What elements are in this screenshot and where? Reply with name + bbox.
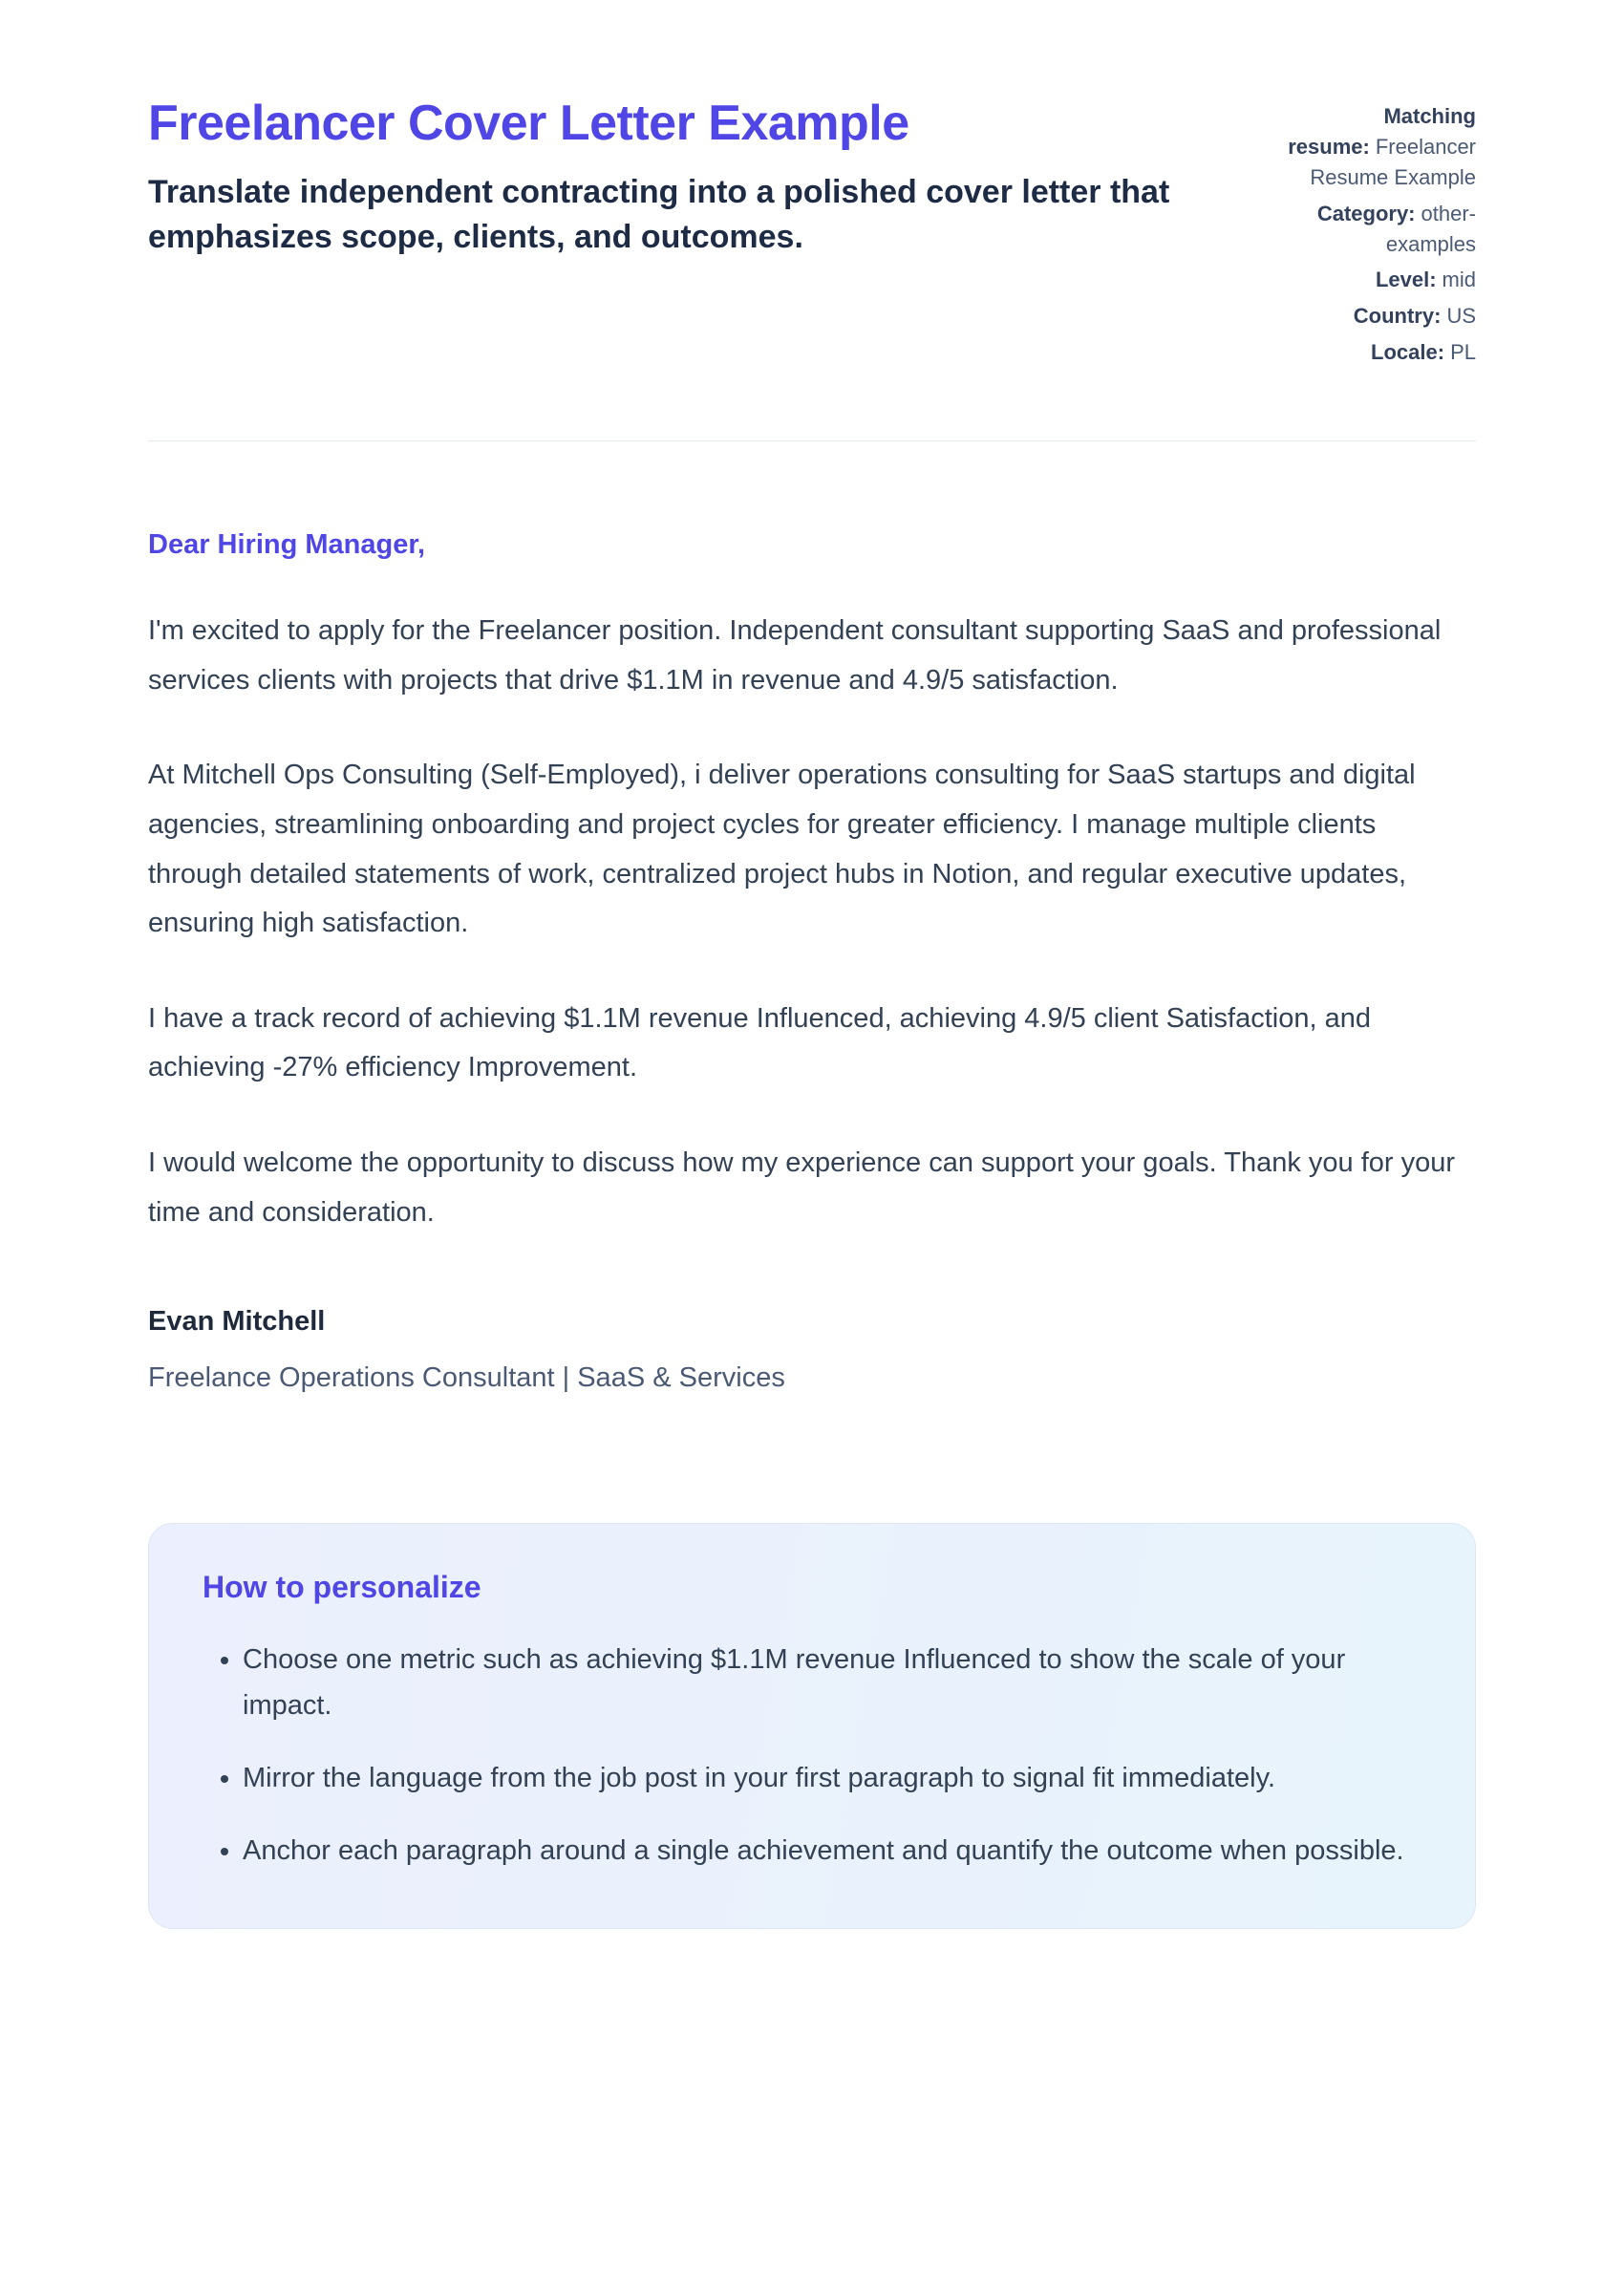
meta-item-country [1232,301,1476,332]
tip-item-1: • Choose one metric such as achieving $1.1M revenue Influenced to show the scale of your impact. [243,1638,1421,1729]
signature-name: Evan Mitchell [148,1306,326,1338]
tip-item-3: • Anchor each paragraph around a single achievement and quantify the outcome when possible. [243,1829,1421,1875]
meta-label: Matching resume: [1288,104,1476,159]
letter-paragraph-3: I have a track record of achieving $1.1M revenue Influenced, achieving 4.9/5 client Satisfaction, and achieving -27% efficiency Improvement. [148,1002,1371,1083]
how-to-personalize-card [148,1523,1476,1928]
letter-paragraph-4: I would welcome the opportunity to discuss how my experience can support your goals. Thank you for your time and consideration. [148,1147,1456,1228]
meta-label: Level: [1375,268,1437,292]
meta-value: mid [1442,268,1476,292]
cover-letter-body [148,529,1476,1394]
letter-paragraph-1: I'm excited to apply for the Freelancer position. Independent consultant supporting SaaS and professional services clients with projects that drive $1.1M in revenue and 4.9/5 satisfaction. [148,615,1442,696]
tip-item-2: • Mirror the language from the job post in your first paragraph to signal fit immediately. [243,1756,1421,1802]
salutation: Dear Hiring Manager, [148,529,426,561]
meta-value: PL [1450,340,1476,365]
page-subtitle: Translate independent contracting into a polished cover letter that emphasizes scope, clients, and outcomes. [148,173,1170,255]
meta-label: Category: [1316,201,1416,225]
meta-item-matching-resume [1232,101,1476,193]
letter-paragraph-2: At Mitchell Ops Consulting (Self-Employed), i deliver operations consulting for SaaS startups and digital agencies, streamlining onboarding and project cycles for greater efficiency. I manage multiple clients through detailed statements of work, centralized project hubs in Notion, and regular executive updates, ensuring high satisfaction. [148,760,1416,939]
meta-item-category [1232,199,1476,260]
header-divider [148,440,1476,441]
meta-value: other-examples [1385,201,1476,256]
signature-role: Freelance Operations Consultant | SaaS & Services [148,1362,785,1394]
page-title: Freelancer Cover Letter Example [148,96,909,151]
meta-item-level [1232,265,1476,295]
page-header [148,96,1476,374]
meta-value: US [1446,304,1476,329]
meta-label: Locale: [1371,340,1445,365]
meta-item-locale [1232,337,1476,368]
meta-panel [1232,96,1476,374]
tips-list [203,1638,1421,1874]
meta-value: Freelancer Resume Example [1310,134,1476,189]
title-block [148,96,1170,260]
tips-heading: How to personalize [203,1570,481,1605]
meta-label: Country: [1353,304,1442,329]
